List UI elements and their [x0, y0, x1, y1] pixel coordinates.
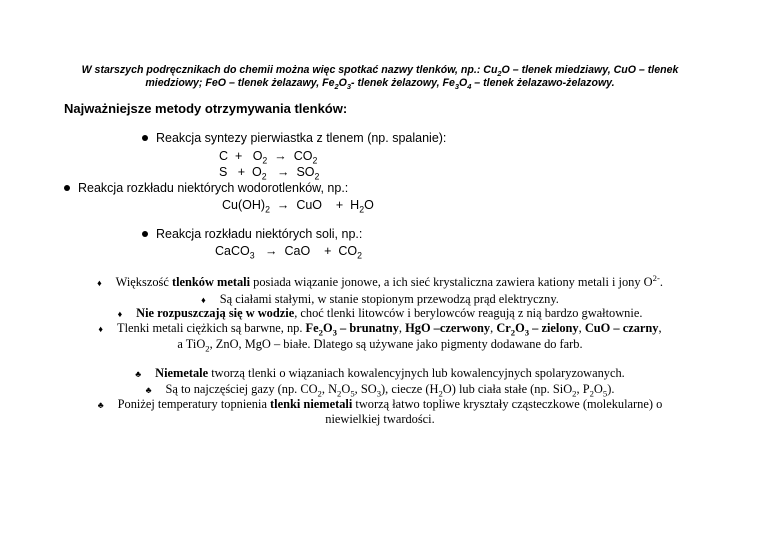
nonmetal-oxides-hardness: niewielkiej twardości.	[325, 412, 435, 426]
equation-carbon: $C + O_2 \to CO_2$	[219, 149, 318, 166]
nonmetal-oxides-bonding: ♣ Niemetale tworzą tlenki o wiązaniach kowalencyjnych lub kowalencyjnych spolaryzowanych.	[135, 366, 625, 380]
metal-oxides-colors: ♦ Tlenki metali ciężkich są barwne, np. $Fe_2O_3$ – brunatny, HgO –czerwony, $Cr_2O_3$ – zielony, CuO – czarny,	[98, 321, 662, 338]
diamond-icon: ♦	[117, 309, 123, 319]
metal-oxides-pigments: a TiO$_2$, ZnO, MgO – białe. Dlatego są używane jako pigmenty dodawane do farb.	[177, 337, 583, 354]
equation-sulfur: $S + O_2 \to SO_2$	[219, 165, 320, 182]
club-icon: ♣	[135, 369, 142, 379]
equation-calcium-carbonate: CaCO$_3$ → CaO + $CO_2$	[215, 244, 362, 261]
diamond-icon: ♦	[98, 324, 103, 334]
section-heading: Najważniejsze metody otrzymywania tlenków:	[64, 101, 348, 116]
club-icon: ♣	[97, 400, 104, 410]
metal-oxides-state: ♦ Są ciałami stałymi, w stanie stopionym przewodzą prąd elektryczny.	[201, 292, 559, 306]
bullet-icon	[142, 135, 148, 141]
bullet-icon	[64, 185, 70, 191]
metal-oxides-bonding: ♦ Większość tlenków metali posiada wiązanie jonowe, a ich sieć krystaliczna zawiera kationy metali i jony $O^{2-}$.	[97, 272, 663, 289]
nonmetal-oxides-crystals: ♣ Poniżej temperatury topnienia tlenki niemetali tworzą łatwo topliwe kryształy cząsteczkowe (molekularne) o	[97, 397, 663, 411]
method-salt: Reakcja rozkładu niektórych soli, np.:	[142, 227, 362, 241]
nonmetal-oxides-states: ♣ Są to najczęściej gazy (np. $CO_2$, $N_2O_5$, $SO_3$), ciecze $(H_2O)$ lub ciała stałe (np. SiO$_2$, $P_2O_5$).	[145, 382, 615, 399]
method-synthesis: Reakcja syntezy pierwiastka z tlenem (np. spalanie):	[142, 131, 446, 145]
equation-copper-hydroxide: $Cu(OH)_2$ → CuO + $H_2O$	[222, 198, 374, 215]
diamond-icon: ♦	[201, 295, 206, 305]
method-hydroxide: Reakcja rozkładu niektórych wodorotlenków, np.:	[64, 181, 348, 195]
bullet-icon	[142, 231, 148, 237]
club-icon: ♣	[145, 385, 152, 395]
metal-oxides-solubility: ♦ Nie rozpuszczają się w wodzie, choć tlenki litowców i berylowców reagują z nią bardzo gwałtownie.	[117, 306, 643, 320]
intro-note: W starszych podręcznikach do chemii można więc spotkać nazwy tlenków, np.: $Cu_2O$ – tlenek miedziawy, CuO – tlenek miedziowy; FeO – tlenek żelazawy, $Fe_2O_3-$ tlenek żelazowy, $Fe_3O_4$ – tlenek żelazawo-żelazowy.	[81, 64, 679, 92]
diamond-icon: ♦	[97, 278, 102, 288]
